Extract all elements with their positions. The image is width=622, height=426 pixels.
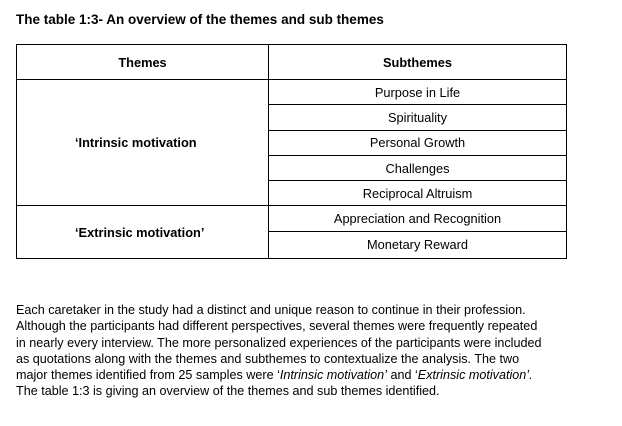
paragraph-line: in nearly every interview. The more personalized experiences of the participants were included bbox=[16, 335, 542, 350]
theme-intrinsic-motivation: ‘Intrinsic motivation bbox=[17, 80, 269, 206]
paragraph-text: major themes identified from 25 samples were ‘ bbox=[16, 368, 280, 383]
table-row bbox=[17, 206, 567, 231]
table-row bbox=[17, 80, 567, 105]
subtheme-cell: Purpose in Life bbox=[269, 80, 567, 105]
subtheme-cell: Appreciation and Recognition bbox=[269, 206, 567, 231]
header-subthemes: Subthemes bbox=[269, 45, 567, 80]
paragraph-line bbox=[16, 367, 606, 383]
table-header-row bbox=[17, 45, 567, 80]
subtheme-cell: Monetary Reward bbox=[269, 231, 567, 258]
paragraph-line: Although the participants had different perspectives, several themes were frequently repeated bbox=[16, 319, 538, 334]
subtheme-cell: Spirituality bbox=[269, 105, 567, 130]
table-caption: The table 1:3- An overview of the themes and sub themes bbox=[16, 12, 384, 27]
italic-term-extrinsic: Extrinsic motivation’. bbox=[417, 368, 533, 383]
paragraph-line: Each caretaker in the study had a distinct and unique reason to continue in their profession. bbox=[16, 303, 526, 317]
paragraph-line: The table 1:3 is giving an overview of the themes and sub themes identified. bbox=[16, 384, 440, 399]
paragraph-line: as quotations along with the themes and subthemes to contextualize the analysis. The two bbox=[16, 351, 520, 366]
body-paragraph bbox=[16, 302, 606, 400]
themes-table bbox=[16, 44, 567, 259]
header-themes: Themes bbox=[17, 45, 269, 80]
paragraph-text: and ‘ bbox=[386, 368, 418, 383]
subtheme-cell: Personal Growth bbox=[269, 130, 567, 155]
subtheme-cell: Reciprocal Altruism bbox=[269, 181, 567, 206]
italic-term-intrinsic: Intrinsic motivation’ bbox=[279, 368, 387, 383]
theme-extrinsic-motivation: ‘Extrinsic motivation’ bbox=[17, 206, 269, 258]
subtheme-cell: Challenges bbox=[269, 155, 567, 180]
